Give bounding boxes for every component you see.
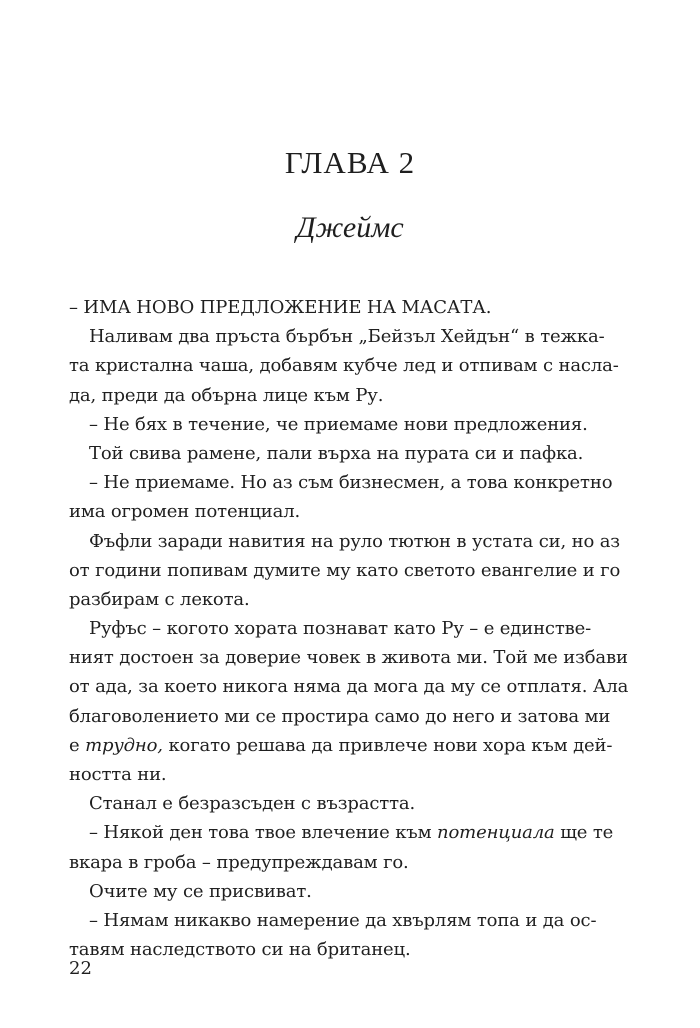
text-line: Очите му се присвиват. xyxy=(89,880,312,902)
emphasized-word: потенциала xyxy=(437,822,555,844)
text-line: – Нямам никакво намерение да хвърлям топа и да ос- xyxy=(89,909,597,931)
text-line: – Не приемаме. Но аз съм бизнесмен, а това конкретно xyxy=(89,472,613,494)
text-segment: – Някой ден това твое влечение към xyxy=(89,822,438,844)
chapter-title: ГЛАВА 2 xyxy=(284,145,416,180)
text-line: ният достоен за доверие човек в живота ми. Той ме избави xyxy=(69,647,628,669)
text-line: има огромен потенциал. xyxy=(69,501,301,523)
text-line: Руфъс – когото хората познават като Ру – е единстве- xyxy=(89,618,592,640)
text-line: от години попивам думите му като светото евангелие и го xyxy=(69,559,621,581)
text-line: – ИМА НОВО ПРЕДЛОЖЕНИЕ НА МАСАТА. xyxy=(69,297,492,318)
text-line: вкара в гроба – предупреждавам го. xyxy=(69,851,409,873)
page-number: 22 xyxy=(69,958,92,979)
text-line xyxy=(69,818,635,847)
text-segment: е xyxy=(69,734,86,756)
text-line: Наливам два пръста бърбън „Бейзъл Хейдън“ в тежка- xyxy=(89,326,605,348)
text-line: ността ни. xyxy=(69,764,167,785)
text-segment: ще те xyxy=(554,822,614,844)
text-line: Фъфли заради навития на руло тютюн в устата си, но аз xyxy=(89,530,620,552)
text-line: та кристална чаша, добавям кубче лед и отпивам с насла- xyxy=(69,355,619,377)
text-segment: когато решава да привлече нови хора към дей- xyxy=(162,734,613,756)
text-line: от ада, за което никога няма да мога да му се отплатя. Ала xyxy=(69,676,629,698)
text-line: разбирам с лекота. xyxy=(69,588,250,610)
chapter-body xyxy=(69,293,635,964)
text-line: благоволението ми се простира само до него и затова ми xyxy=(69,705,611,727)
text-line: Той свива рамене, пали върха на пурата си и пафка. xyxy=(89,442,584,464)
text-line: тавям наследството си на британец. xyxy=(69,939,411,961)
emphasized-word: трудно, xyxy=(85,734,163,756)
text-line: Станал е безразсъден с възрастта. xyxy=(89,793,416,815)
text-line: – Не бях в течение, че приемаме нови предложения. xyxy=(89,413,588,435)
text-line: да, преди да обърна лице към Ру. xyxy=(69,384,384,406)
chapter-subtitle: Джеймс xyxy=(296,211,404,244)
text-line xyxy=(69,731,635,760)
